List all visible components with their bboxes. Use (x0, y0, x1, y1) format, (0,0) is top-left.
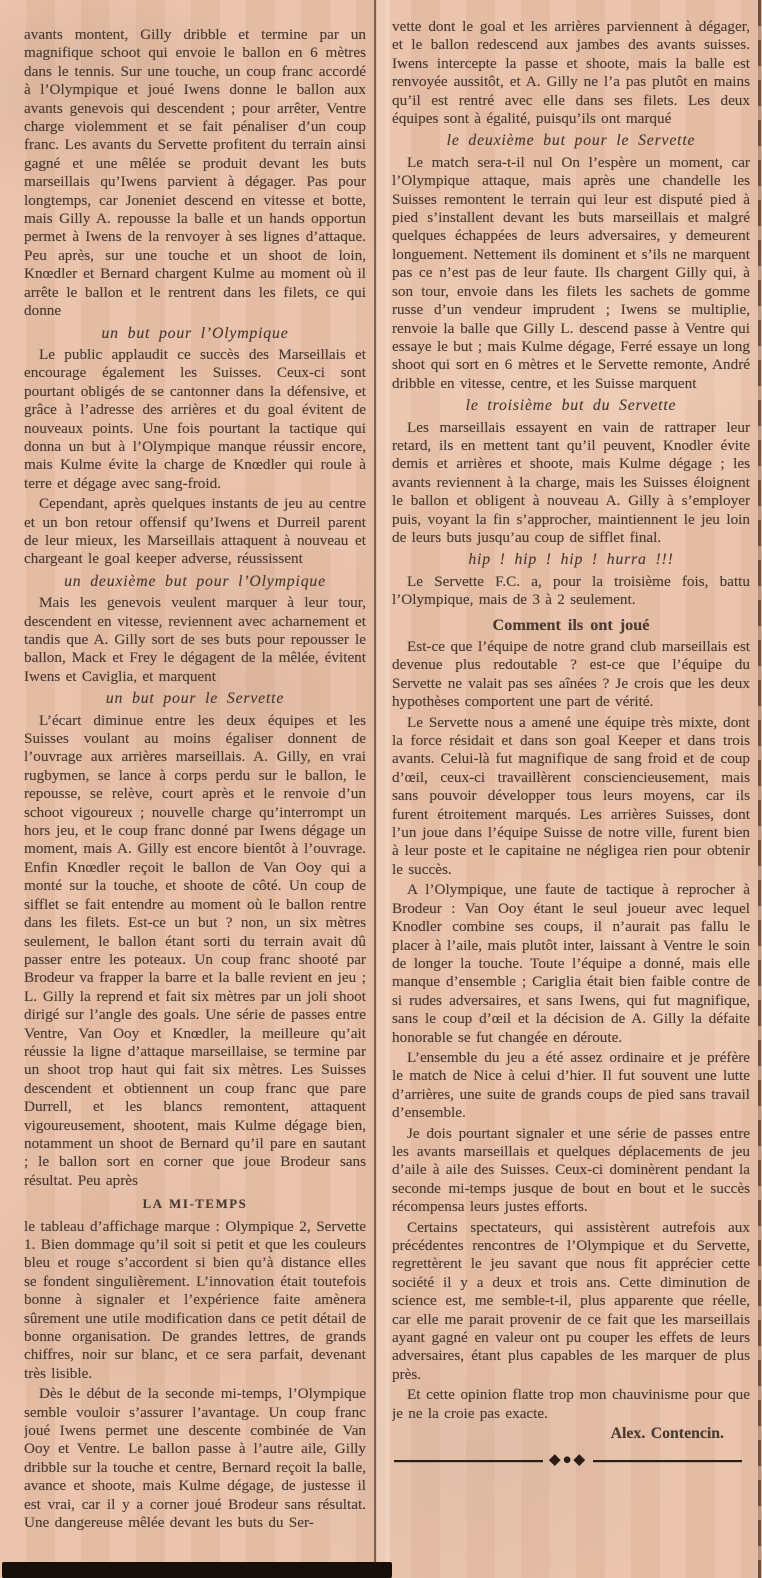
article-column-right (392, 0, 750, 1578)
diamond-dot-diamond-icon: ◆●◆ (548, 1452, 588, 1469)
column-divider-rule (374, 0, 376, 1578)
article-paragraph: avants montent, Gilly dribble et termine par un magnifique schoot qui envoie le ballon en 6 mètres dans le tennis. Sur une touche, un coup franc accordé à l’Olympique et joué Iwens donne le ballon aux avants genevois qui descendent ; pour arrêter, Ventre charge violemment et se fait pénaliser d’un coup franc. Les avants du Servette profitent du terrain ainsi gagné et une mêlée se produit devant les buts marseillais qu’Iwens parvient à dégager. Pas pour longtemps, car Joneniet descend en vitesse et botte, mais Gilly A. repousse la balle et un hands opportun permet à Iwens de la renvoyer à ses lignes d’attaque. Peu après, sur une touche et un shoot de loin, Knœdler et Bernard chargent Kulme au moment où il arrête le ballon et le rentrent dans les filets, ce qui donne (24, 26, 366, 320)
article-end-ornament (394, 1453, 742, 1468)
ornament-rule-right (593, 1460, 742, 1462)
article-paragraph: Et cette opinion flatte trop mon chauvinisme pour que je ne la croie pas exacte. (392, 1386, 750, 1422)
article-paragraph: Dès le début de la seconde mi-temps, l’Olympique semble vouloir s’assurer l’avantage. Un coup franc joué Iwens permet une descente combinée de Van Ooy et Ventre. Le ballon passe à l’autre aile, Gilly dribble sur la touche et centre, Bernard reçoit la balle, avance et shoote, mais Kulme dégage, de justesse il est vrai, car il y a corner joué Brodeur sans résultat. Une dangereuse mêlée devant les buts du Ser- (24, 1385, 366, 1532)
article-subheading: le troisième but du Servette (465, 397, 677, 415)
article-paragraph: Mais les genevois veulent marquer à leur tour, descendent en vitesse, reviennent avec acharnement et tandis que A. Gilly sort de ses buts pour repousser le ballon, Mack et Frey le dégagent de la mêlée, évitent Iwens et Caviglia, et marquent (24, 594, 366, 685)
scan-shadow-artifact (2, 1562, 392, 1578)
article-paragraph: vette dont le goal et les arrières parviennent à dégager, et le ballon redescend aux jambes des avants suisses. Iwens intercepte la passe et shoote, mais la balle est renvoyée aussitôt, et A. Gilly ne l’a pas plutôt en mains qu’il est rentré avec elle dans ses filets. Les deux équipes sont à égalité, puisqu’ils ont marqué (392, 18, 750, 128)
article-subheading: le deuxième but pour le Servette (446, 132, 696, 150)
article-paragraph: Cependant, après quelques instants de jeu au centre et un bon retour offensif qu’Iwens et Durreil parent de leur mieux, les Marseillais attaquent à nouveau et chargeant le goal keeper adverse, réussissent (24, 495, 366, 568)
article-subheading: un but pour le Servette (105, 690, 285, 708)
ornament-rule-left (394, 1460, 543, 1462)
article-subheading: un deuxième but pour l’Olympique (64, 572, 326, 590)
article-paragraph: Certains spectateurs, qui assistèrent autrefois aux précédentes rencontres de l’Olympique et du Servette, regrettèrent le jeu savant que nous fit apprécier cette société il y a deux et trois ans. Cette diminution de science est, me semble-t-il, plus apparente que réelle, car elle me parait provenir de ce fait que les marseillais ayant gagné en valeur ont pu couper les effets de leurs adversaires, étant plus capables de les marquer de plus près. (392, 1218, 750, 1383)
article-paragraph: Est-ce que l’équipe de notre grand club marseillais est devenue plus redoutable ? est-ce que l’équipe du Servette ne valait pas ses aînées ? Je crois que les deux hypothèses comportent une part de vérité. (392, 638, 750, 711)
article-paragraph: Le Servette F.C. a, pour la troisième fois, battu l’Olympique, mais de 3 à 2 seulement. (392, 572, 750, 609)
article-paragraph: Le match sera-t-il nul On l’espère un moment, car l’Olympique attaque, mais après une chandelle les Suisses remontent le terrain qui leur est disputé pied à pied s’installent devant les buts marseillais et malgré quelques échappées de leurs adversaires, y demeurent longuement. Nettement ils dominent et s’ils ne marquent pas ce n’est pas de leur faute. Ils chargent Gilly qui, à son tour, envoie dans les filets les sachets de gomme russe d’un vendeur imprudent ; Iwens se multiplie, renvoie la balle que Gilly L. descend passe à Ventre qui essaye le but ; mais Kulme dégage, Ferré essaye un long shoot qui sort en 6 mètres et le Servette remonte, André dribble en vitesse, centre, et les Suisse marquent (392, 153, 750, 392)
article-column-left (24, 0, 366, 1578)
article-crosshead-caps: LA MI-TEMPS (142, 1197, 248, 1212)
article-paragraph: le tableau d’affichage marque : Olympique 2, Servette 1. Bien dommage qu’il soit si petit et que les couleurs bleu et rouge s’accordent si bien qu’à distance elles se fondent singulièrement. L’innovation était toutefois bonne à signaler et l’expérience faite amènera sûrement une utile modification dans ce petit détail de bonne organisation. De grandes lettres, de grands chiffres, noir sur blanc, et ce sera parfait, devenant très lisible. (24, 1217, 366, 1382)
article-paragraph: Les marseillais essayent en vain de rattraper leur retard, ils en mettent tant qu’il peuvent, Knodler évite demis et arrières et shoote, mais Kulme dégage ; les avants reviennent à la charge, mais les Suisses éloignent le ballon et obligent à nouveau A. Gilly à s’employer puis, voyant la fin s’approcher, maintiennent le jeu loin de leurs buts jusqu’au coup de sifflet final. (392, 418, 750, 546)
article-subheading: hip ! hip ! hip ! hurra !!! (468, 551, 674, 569)
article-paragraph: Le Servette nous a amené une équipe très mixte, dont la force résidait et dans son goal Keeper et dans trois avants. Celui-là fut magnifique de sang froid et de coup d’œil, ceux-ci travaillèrent consciencieusement, mais sans pouvoir développer tous leurs moyens, car ils furent étroitement marqués. Les arrières Suisses, dont l’un joue dans l’équipe Suisse de notre ville, furent bien à leur poste et le capitaine ne négligea rien pour obtenir le succès. (392, 713, 750, 878)
article-paragraph: L’écart diminue entre les deux équipes et les Suisses voulant au moins égaliser donnent de l’ouvrage aux arrières marseillais. A. Gilly, en vrai rugbymen, se lance à corps perdu sur le ballon, le repousse, se relève, court après et le renvoie d’un schoot vigoureux ; nouvelle charge qu’interrompt un hors jeu, et le coup franc donné par Iwens dégage un moment, mais A. Gilly est encore bientôt à l’ouvrage. Enfin Knœdler reçoit le ballon de Van Ooy qui a monté sur la touche, et shoote de côté. Un coup de sifflet se fait entendre au moment où le ballon rentre dans les filets. Est-ce un but ? non, un six mètres seulement, le ballon étant sorti du terrain avait dû passer entre les poteaux. Un coup franc shooté par Brodeur va frapper la barre et la balle revient en jeu ; L. Gilly la reprend et fait six mètres par un joli shoot dirigé sur l’angle des goals. Une série de passes entre Ventre, Van Ooy et Knœdler, la meilleure qu’ait réussie la ligne d’attaque marseillaise, se termine par un shoot trop haut qui fait six mètres. Les Suisses descendent et obtiennent un coup franc que pare Durrell, et les blancs remontent, attaquent vigoureusement, shootent, mais Kulme dégage bien, notamment un shoot de Bernard qu’il pare en sautant ; le ballon sort en corner que joue Brodeur sans résultat. Peu après (24, 711, 366, 1189)
article-paragraph: Je dois pourtant signaler et une série de passes entre les avants marseillais et quelques déplacements de jeu d’aile à aile des Suisses. Ceux-ci dominèrent pendant la seconde mi-temps jusque de bout en bout et le succès récompensa leurs justes efforts. (392, 1124, 750, 1216)
article-paragraph: Le public applaudit ce succès des Marseillais et encourage également les Suisses. Ceux-ci sont pourtant obligés de se cantonner dans la défensive, et grâce à l’adresse des arrières et du goal évitent de nouveaux points. Une fois pourtant la tactique qui donna un but à l’Olympique manque réussir encore, mais Kulme évite la charge de Knœdler qui roule à terre et dégage avec sang-froid. (24, 345, 366, 492)
article-paragraph: L’ensemble du jeu a été assez ordinaire et je préfère le match de Nice à celui d’hier. Il fut souvent une lutte d’arrières, une suite de grands coups de pied sans travail d’ensemble. (392, 1048, 750, 1122)
scan-edge-artifact (758, 0, 761, 1578)
article-subheading: un but pour l’Olympique (101, 324, 289, 342)
article-crosshead-bold: Comment ils ont joué (492, 615, 650, 634)
column-gutter (377, 0, 390, 1578)
article-paragraph: A l’Olympique, une faute de tactique à reprocher à Brodeur : Van Ooy étant le seul joueur avec lequel Knodler combine ses coups, il n’aurait pas fallu le placer à l’aile, mais plutôt inter, laissant à Ventre le soin de longer la touche. Toute l’équipe a donné, mais elle manque d’ensemble ; Cariglia était bien faible contre de si rudes adversaires, et sans Iwens, qui fut magnifique, sans le coup d’œil et la décision de A. Gilly la défaite honorable se fut changée en déroute. (392, 881, 750, 1046)
article-signature: Alex. Contencin. (610, 1425, 724, 1443)
